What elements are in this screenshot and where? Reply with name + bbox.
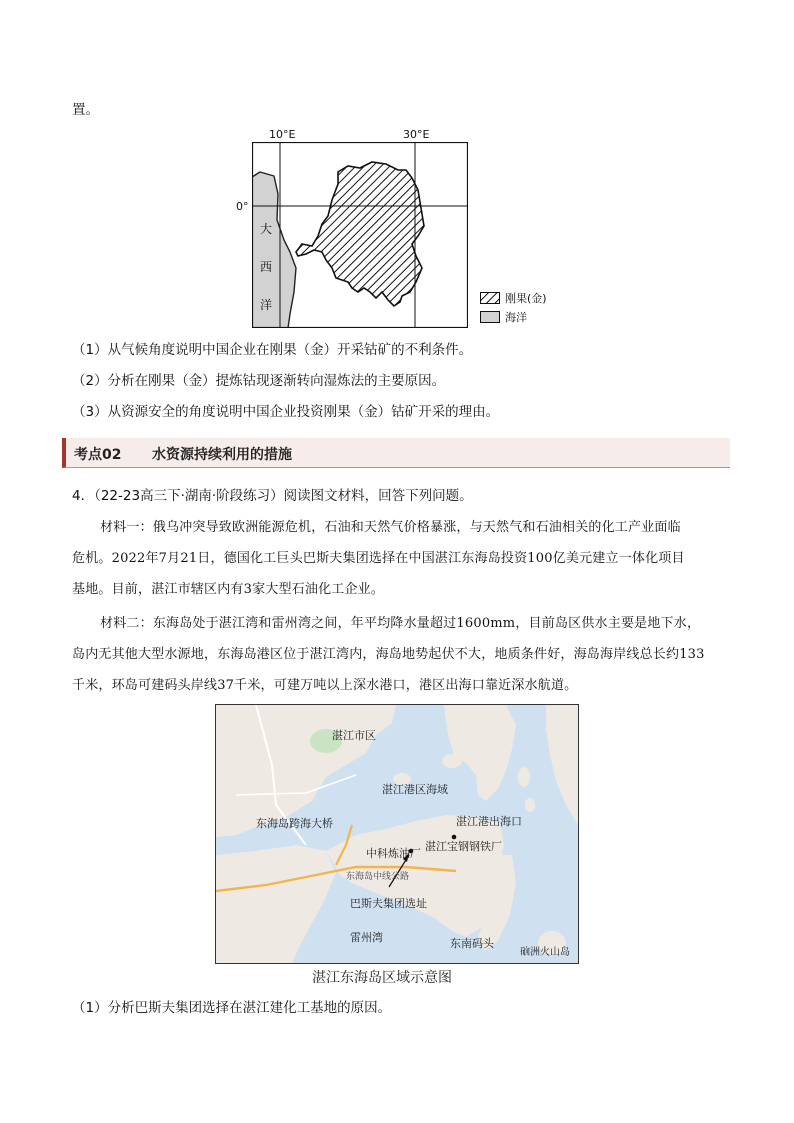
- material-1-line: 危机。2022年7月21日，德国化工巨头巴斯夫集团选择在中国湛江东海岛投资100亿美元建立一体化项目: [72, 551, 685, 566]
- zhanjiang-map: [215, 704, 579, 964]
- material-1-line: 材料一：俄乌冲突导致欧洲能源危机，石油和天然气价格暴涨，与天然气和石油相关的化工产业面临: [100, 520, 681, 535]
- material-1-line: 基地。目前，湛江市辖区内有3家大型石油化工企业。: [72, 582, 385, 597]
- section-header: [62, 438, 730, 468]
- map-label-refinery: 中科炼油厂: [366, 847, 421, 860]
- material-2-line: 岛内无其他大型水源地，东海岛港区位于湛江湾内，海岛地势起伏不大，地质条件好，海岛海岸线总长约133: [72, 647, 705, 662]
- section-number: 考点02: [74, 447, 122, 463]
- map-label-dongnan-pier: 东南码头: [450, 937, 494, 950]
- legend-hatch-swatch: [480, 292, 500, 304]
- question-4-sub-1: （1）分析巴斯夫集团选择在湛江建化工基地的原因。: [72, 1000, 392, 1016]
- question-item: （1）从气候角度说明中国企业在刚果（金）开采钴矿的不利条件。: [72, 342, 473, 358]
- zhanjiang-map-graphic: [216, 705, 578, 963]
- map-label-basf: 巴斯夫集团选址: [350, 897, 427, 910]
- material-2-line: 材料二：东海岛处于湛江湾和雷州湾之间，年平均降水量超过1600mm，目前岛区供水主要是地下水，: [100, 616, 701, 631]
- ocean-label-char: 洋: [260, 298, 273, 312]
- ocean-label-char: 西: [260, 260, 273, 274]
- question-item: （3）从资源安全的角度说明中国企业投资刚果（金）钴矿开采的理由。: [72, 404, 500, 420]
- map-label-harbor-area: 湛江港区海域: [382, 783, 448, 796]
- legend-label-ocean: 海洋: [505, 311, 527, 324]
- question-item: （2）分析在刚果（金）提炼钴现逐渐转向湿炼法的主要原因。: [72, 373, 446, 389]
- text-fragment: 置。: [72, 102, 99, 118]
- map-label-harbor-exit: 湛江港出海口: [456, 815, 522, 828]
- map-label-city: 湛江市区: [332, 729, 376, 742]
- section-title: 水资源持续利用的措施: [152, 447, 292, 463]
- lon-label-10e: 10°E: [269, 128, 296, 141]
- map-label-naozhou: 硇洲火山岛: [520, 947, 570, 958]
- congo-map-figure: [236, 128, 570, 338]
- ocean-label-char: 大: [260, 222, 273, 236]
- map-label-steel: 湛江宝钢钢铁厂: [425, 840, 502, 853]
- legend-label-congo: 刚果(金): [505, 292, 547, 305]
- map-caption: 湛江东海岛区域示意图: [312, 970, 452, 986]
- material-2-line: 千米，环岛可建码头岸线37千米，可建万吨以上深水港口，港区出海口靠近深水航道。: [72, 678, 578, 693]
- question-4-header: 4．（22-23高三下·湖南·阶段练习）阅读图文材料，回答下列问题。: [72, 488, 473, 504]
- lat-label-equator: 0°: [236, 200, 249, 213]
- legend-gray-swatch: [480, 311, 500, 323]
- congo-map: [252, 142, 468, 328]
- lon-label-30e: 30°E: [403, 128, 430, 141]
- map-label-highway: 东海岛中线公路: [346, 872, 410, 882]
- map-label-bridge: 东海岛跨海大桥: [256, 817, 333, 830]
- map-label-leizhou-bay: 雷州湾: [350, 931, 383, 944]
